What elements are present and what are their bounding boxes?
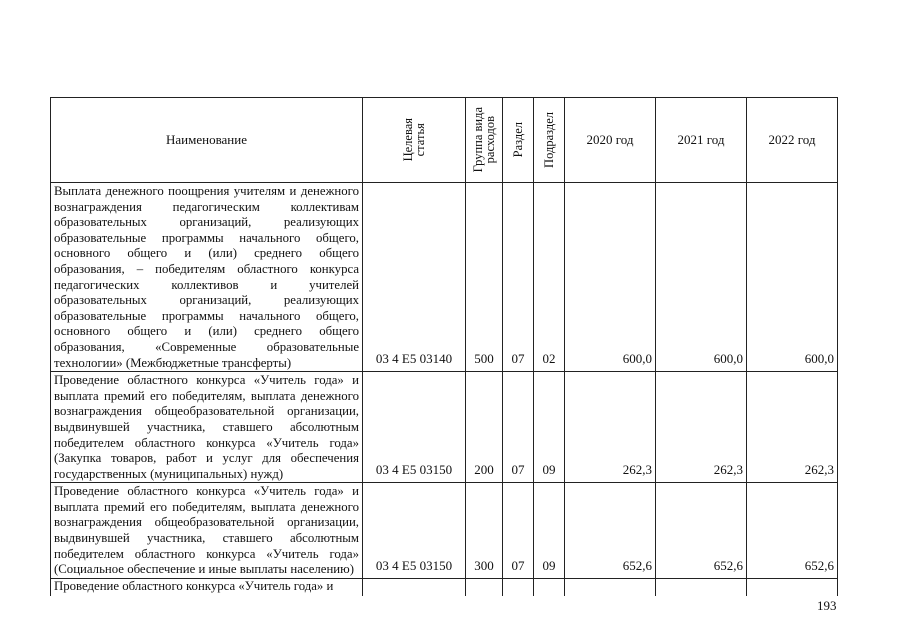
row-expense-group: 500 <box>466 183 503 372</box>
row-name: Проведение областного конкурса «Учитель года» и выплата премий его победителям, выплата денежного вознаграждения общеобразовательной организации, выдвинувшей участника, ставшего абсолютным победителем областного конкурса «Учитель года» (Социальное обеспечение и иные выплаты населению) <box>51 483 363 579</box>
row-2021: 262,3 <box>656 372 747 483</box>
row-2022: 652,6 <box>747 483 838 579</box>
row-name: Выплата денежного поощрения учителям и денежного вознаграждения педагогическим коллективам образовательных организаций, реализующих образовательные программы начального общего, основного общего и (или) среднего общего образования, – победителям областного конкурса педагогических коллективов и учителей образовательных организаций, реализующих образовательные программы начального общего, основного общего и (или) среднего общего образования, «Современные образовательные технологии» (Межбюджетные трансферты) <box>51 183 363 372</box>
row-section: 07 <box>503 372 534 483</box>
row-target <box>363 579 466 597</box>
row-2021 <box>656 579 747 597</box>
header-2021: 2021 год <box>656 98 747 183</box>
table-header-row <box>51 98 838 183</box>
row-target: 03 4 E5 03150 <box>363 372 466 483</box>
row-expense-group <box>466 579 503 597</box>
row-expense-group: 300 <box>466 483 503 579</box>
row-target: 03 4 E5 03150 <box>363 483 466 579</box>
header-target: Целевая статья <box>363 98 466 183</box>
page-number: 193 <box>817 598 837 613</box>
row-2020: 652,6 <box>565 483 656 579</box>
row-name: Проведение областного конкурса «Учитель года» и выплата премий его победителям, выплата денежного вознаграждения общеобразовательной организации, выдвинувшей участника, ставшего абсолютным победителем областного конкурса «Учитель года» (Закупка товаров, работ и услуг для обеспечения государственных (муниципальных) нужд) <box>51 372 363 483</box>
header-subsection: Подраздел <box>534 98 565 183</box>
row-expense-group: 200 <box>466 372 503 483</box>
row-2020: 262,3 <box>565 372 656 483</box>
row-2022: 600,0 <box>747 183 838 372</box>
row-2020: 600,0 <box>565 183 656 372</box>
row-section: 07 <box>503 183 534 372</box>
row-2021: 652,6 <box>656 483 747 579</box>
row-subsection: 09 <box>534 483 565 579</box>
table-row <box>51 372 838 483</box>
budget-table <box>50 97 838 596</box>
row-name: Проведение областного конкурса «Учитель года» и <box>51 579 363 597</box>
table-row <box>51 579 838 597</box>
header-2020: 2020 год <box>565 98 656 183</box>
row-2020 <box>565 579 656 597</box>
table-row <box>51 183 838 372</box>
header-2022: 2022 год <box>747 98 838 183</box>
header-section: Раздел <box>503 98 534 183</box>
row-section: 07 <box>503 483 534 579</box>
row-2022 <box>747 579 838 597</box>
header-name: Наименование <box>51 98 363 183</box>
table-row <box>51 483 838 579</box>
row-2021: 600,0 <box>656 183 747 372</box>
row-section <box>503 579 534 597</box>
header-expense-group: Группа вида расходов <box>466 98 503 183</box>
row-2022: 262,3 <box>747 372 838 483</box>
row-subsection: 02 <box>534 183 565 372</box>
row-subsection: 09 <box>534 372 565 483</box>
row-target: 03 4 E5 03140 <box>363 183 466 372</box>
row-subsection <box>534 579 565 597</box>
